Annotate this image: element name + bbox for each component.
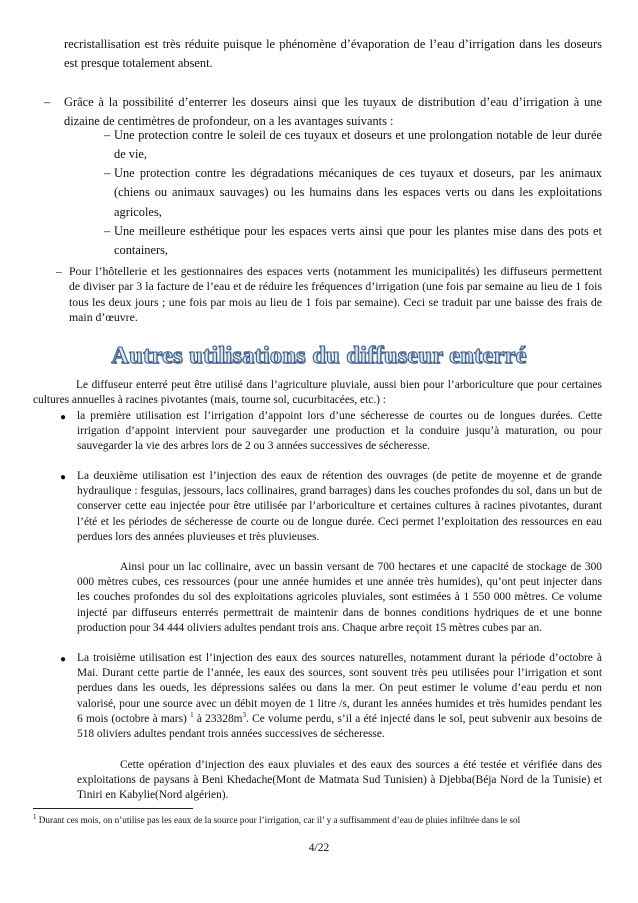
- footnote-separator: [33, 808, 193, 809]
- sub-dash-marker: –: [104, 128, 111, 142]
- dash-marker: –: [56, 265, 62, 278]
- sub-dash-marker: –: [104, 166, 111, 180]
- bullet-icon: ●: [60, 412, 67, 423]
- bullet-item-2: La deuxième utilisation est l’injection des eaux de rétention des ouvrages (de petite de moyenne et de grande hydraulique : fesguias, jessours, lacs collinaires, grand barrages) dans les couches profondes du sol, dans un but de conserver cette eau injectée pour être utilisée par l’arboriculture et certaines cultures à racines pivotantes, durant l’été et les périodes de sécheresse de courte ou de longue durée. Ceci permet l’exploitation des ressources en eau perdues lors des années pluvieuses et très pluvieuses.: [77, 470, 602, 543]
- cubic-sup: 3: [242, 711, 246, 720]
- test-sites-paragraph: Cette opération d’injection des eaux pluviales et des eaux des sources a été testée et vérifiée dans des exploitations de paysans à Beni Khedache(Mont de Matmata Sud Tunisien) à Djebba(Béja Nord de la Tunisie) et Tiniri en Kabylie(Nord algérien).: [77, 759, 602, 802]
- footnote-text: Durant ces mois, on n’utilise pas les eaux de la source pour l’irrigation, car il’ y a suffisamment d’eau de pluies infiltrée dans le sol: [36, 815, 521, 825]
- advantage-item-1: Une protection contre le soleil de ces tuyaux et doseurs et une prolongation notable de leur durée de vie,: [114, 128, 602, 162]
- bullet-3-text-b: à 23328m: [193, 712, 243, 725]
- hotel-paragraph: Pour l’hôtellerie et les gestionnaires des espaces verts (notamment les municipalités) les diffuseurs permettent de diviser par 3 la facture de l’eau et de réduire les fréquences d’irrigation (une fois par semaine au lieu de 1 fois tous les deux jours ; une fois par mois au lieu de 1 fois par semaine). Ceci se traduit par une baisse des frais de main d’œuvre.: [69, 264, 602, 324]
- section-title: Autres utilisations du diffuseur enterré: [111, 342, 527, 369]
- bullet-icon: ●: [60, 654, 67, 665]
- lake-example-paragraph: Ainsi pour un lac collinaire, avec un bassin versant de 700 hectares et une capacité de stockage de 300 000 mètres cubes, ces ressources (pour une année humides et une année très humides), qu’ont peut injecter dans les couches profondes du sol des exploitations agricoles pluviales, sont estimées à 1 550 000 mètres. Ce volume injecté par diffuseurs enterrés permettrait de maintenir dans de bonnes conditions hydriques de et une bonne production pour 34 444 oliviers adultes pendant trois ans. Chaque arbre reçoit 15 mètres cubes par an.: [77, 561, 602, 634]
- page-number: 4/22: [308, 842, 330, 854]
- footnote-ref[interactable]: 1: [190, 711, 194, 720]
- bullet-3-text-a: La troisième utilisation est l’injection des eaux des sources naturelles, notamment durant la période d’octobre à Mai. Durant cette partie de l’année, les eaux des sources, sont souvent très peu utilisées pour l’irrigation et sont perdues dans les oueds, les dépressions salées ou dans la mer. On peut estimer le volume d’eau perdu et non valorisé, pour une source avec un débit moyen de 1 litre /s, durant les années humides et très humides pendant les 6 mois (octobre à mars): [77, 652, 602, 725]
- footnote-number: 1: [33, 812, 37, 821]
- dash-marker: –: [44, 95, 51, 109]
- advantages-intro-paragraph: Grâce à la possibilité d’enterrer les doseurs ainsi que les tuyaux de distribution d’eau d’irrigation à une dizaine de centimètres de profondeur, on a les avantages suivants :: [64, 95, 602, 129]
- advantage-item-2: Une protection contre les dégradations mécaniques de ces tuyaux et doseurs, par les animaux (chiens ou animaux sauvages) ou les humains dans les espaces verts ou dans les exploitations agricoles,: [114, 166, 602, 219]
- continuation-paragraph: recristallisation est très réduite puisque le phénomène d’évaporation de l’eau d’irrigation dans les doseurs est presque totalement absent.: [64, 37, 602, 71]
- sub-dash-marker: –: [104, 224, 111, 238]
- bullet-3-text-c: . Ce volume perdu, s’il a été injecté dans le sol, peut subvenir aux besoins de 518 oliviers adultes pendant trois années successives de sécheresse.: [77, 712, 602, 741]
- bullet-item-3: [77, 651, 602, 742]
- bullet-icon: ●: [60, 472, 67, 483]
- advantage-item-3: Une meilleure esthétique pour les espaces verts ainsi que pour les plantes mise dans des pots et containers,: [114, 224, 602, 258]
- section-intro: Le diffuseur enterré peut être utilisé dans l’agriculture pluviale, aussi bien pour l’arboriculture que pour certaines cultures annuelles à racines pivotantes (mais, tourne sol, cucurbitacées, etc.) :: [33, 379, 602, 407]
- footnote: [33, 813, 605, 827]
- bullet-item-1: la première utilisation est l’irrigation d’appoint lors d’une sécheresse de courtes ou de longues durées. Cette irrigation d’appoint intervient pour sauvegarder une production et la conduire jusqu’à maturation, ou pour sauvegarder la vie des arbres lors de 2 ou 3 années successives de sécheresse.: [77, 410, 602, 453]
